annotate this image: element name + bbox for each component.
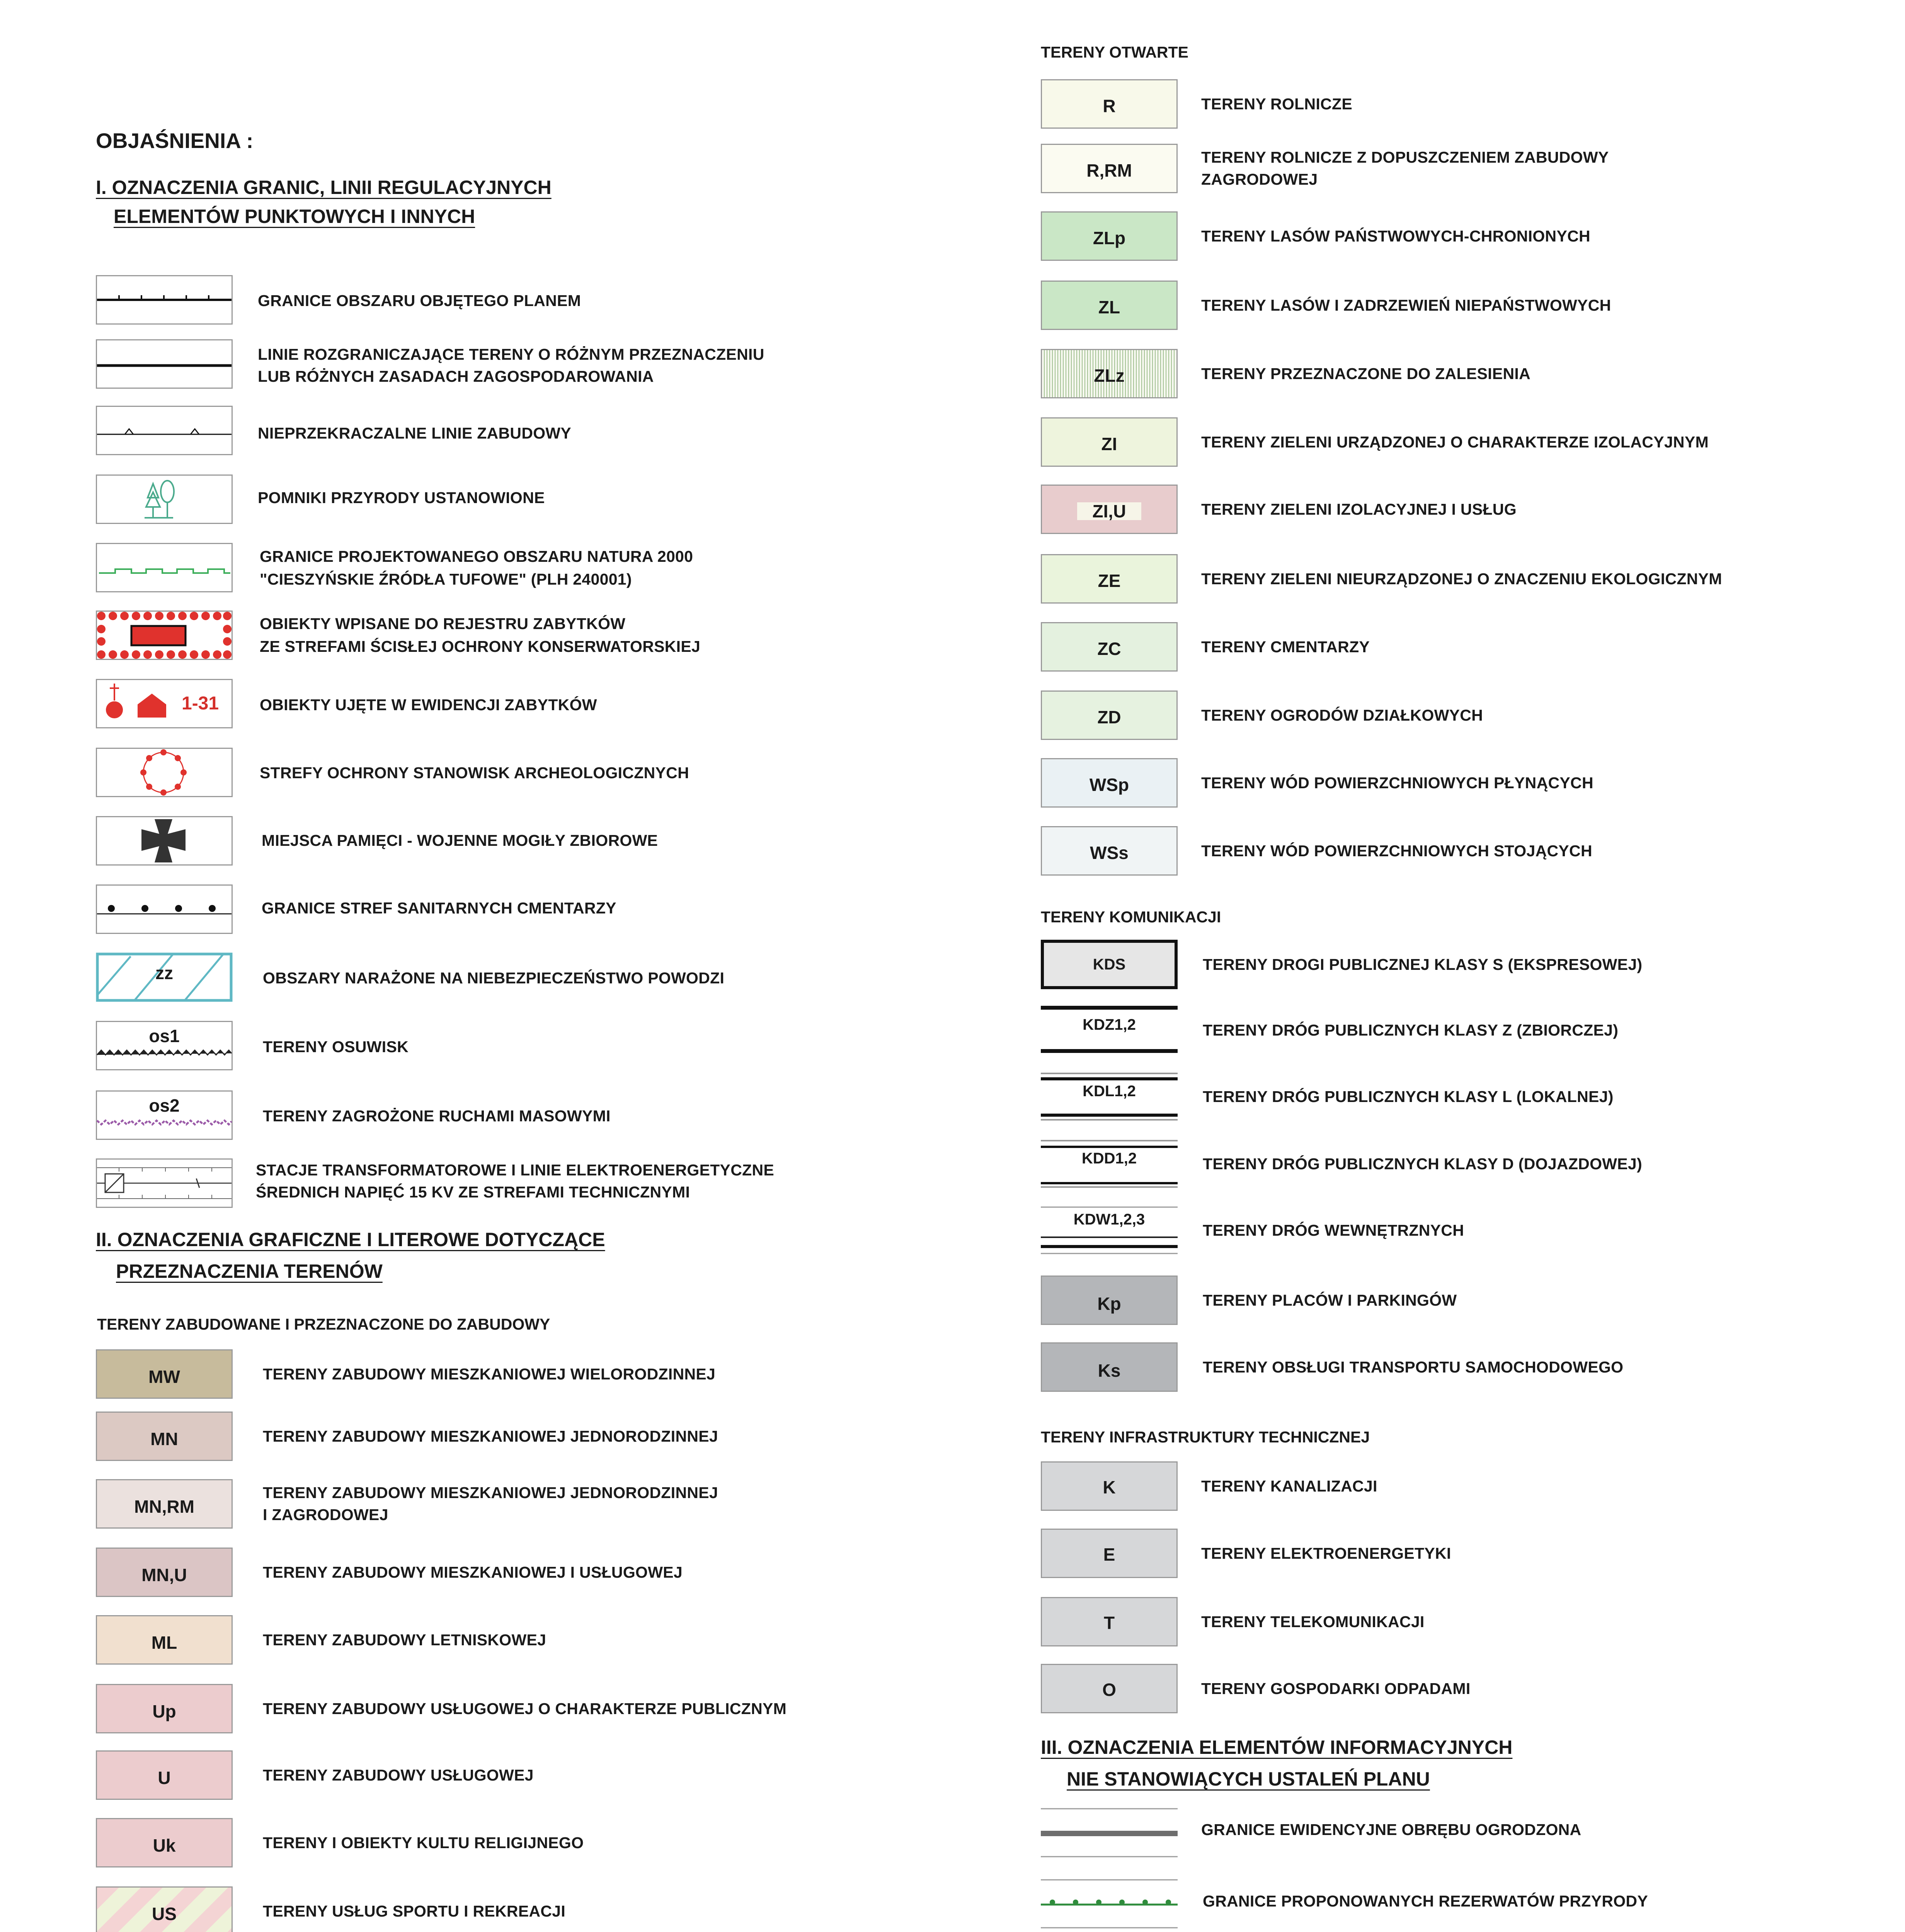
legend-swatch-zlz xyxy=(1041,349,1178,398)
legend-code: Uk xyxy=(153,1835,176,1855)
legend-swatch-zl xyxy=(1041,281,1178,330)
legend-swatch-us xyxy=(96,1886,233,1932)
building-line-label: NIEPRZEKRACZALNE LINIE ZABUDOWY xyxy=(258,424,572,442)
legend-swatch-mn-rm xyxy=(96,1479,233,1529)
legend-code: ZI,U xyxy=(1077,502,1142,520)
legend-label-zi: TERENY ZIELENI URZĄDZONEJ O CHARAKTERZE IZOLACYJNYM xyxy=(1201,433,1709,451)
natura-2000-label-2: "CIESZYŃSKIE ŹRÓDŁA TUFOWE" (PLH 240001) xyxy=(260,570,632,588)
legend-code: US xyxy=(152,1904,177,1924)
legend-swatch-e xyxy=(1041,1529,1178,1578)
legend-swatch-r-rm xyxy=(1041,144,1178,193)
legend-swatch-mw xyxy=(96,1349,233,1399)
legend-label-r: TERENY ROLNICZE xyxy=(1201,95,1352,113)
legend-code: U xyxy=(158,1768,171,1788)
building-line-symbol xyxy=(96,406,233,455)
legend-swatch-zi-u xyxy=(1041,485,1178,534)
legend-code: ZD xyxy=(1097,707,1121,727)
demarcation-line-symbol xyxy=(96,339,233,389)
war-grave-symbol xyxy=(96,816,233,866)
legend-code: WSp xyxy=(1089,775,1129,795)
legend-label-us: TERENY USŁUG SPORTU I REKREACJI xyxy=(263,1902,566,1920)
legend-swatch-mn-u xyxy=(96,1548,233,1597)
legend-swatch-mn xyxy=(96,1412,233,1461)
legend-swatch-u xyxy=(96,1750,233,1800)
legend-code: ZI xyxy=(1101,434,1117,454)
legend-label-zi-u: TERENY ZIELENI IZOLACYJNEJ I USŁUG xyxy=(1201,500,1517,518)
reserve-boundary-symbol xyxy=(1041,1879,1178,1929)
legend-label-r-rm-1: TERENY ROLNICZE Z DOPUSZCZENIEM ZABUDOWY xyxy=(1201,148,1609,166)
legend-code: T xyxy=(1103,1613,1115,1633)
legend-swatch-ml xyxy=(96,1615,233,1665)
legend-label-zd: TERENY OGRODÓW DZIAŁKOWYCH xyxy=(1201,706,1483,724)
legend-label-ks: TERENY OBSŁUGI TRANSPORTU SAMOCHODOWEGO xyxy=(1203,1358,1624,1376)
legend-swatch-kp xyxy=(1041,1276,1178,1325)
legend-code: ZLp xyxy=(1093,228,1126,248)
natura-2000-boundary-symbol xyxy=(96,543,233,592)
legend-swatch-t xyxy=(1041,1597,1178,1646)
legend-label-u: TERENY ZABUDOWY USŁUGOWEJ xyxy=(263,1766,534,1784)
registered-monument-label-2: ZE STREFAMI ŚCISŁEJ OCHRONY KONSERWATORSKIEJ xyxy=(260,638,701,655)
legend-swatch-wsp xyxy=(1041,758,1178,808)
section-1-heading-line-2: ELEMENTÓW PUNKTOWYCH I INNYCH xyxy=(114,206,475,227)
legend-label-zc: TERENY CMENTARZY xyxy=(1201,638,1370,656)
legend-label-wsp: TERENY WÓD POWIERZCHNIOWYCH PŁYNĄCYCH xyxy=(1201,774,1593,792)
legend-label-up: TERENY ZABUDOWY USŁUGOWEJ O CHARAKTERZE PUBLICZNYM xyxy=(263,1699,787,1718)
legend-label-mn: TERENY ZABUDOWY MIESZKANIOWEJ JEDNORODZINNEJ xyxy=(263,1427,718,1445)
plan-boundary-label: GRANICE OBSZARU OBJĘTEGO PLANEM xyxy=(258,292,581,310)
legend-code: KDD1,2 xyxy=(1081,1150,1137,1167)
legend-label-mn-rm-2: I ZAGRODOWEJ xyxy=(263,1506,388,1524)
cemetery-sanitary-label: GRANICE STREF SANITARNYCH CMENTARZY xyxy=(262,899,616,917)
legend-swatch-o xyxy=(1041,1664,1178,1713)
legend-swatch-uk xyxy=(96,1818,233,1867)
legend-label-mn-u: TERENY ZABUDOWY MIESZKANIOWEJ I USŁUGOWEJ xyxy=(263,1563,683,1581)
infrastructure-heading: TERENY INFRASTRUKTURY TECHNICZNEJ xyxy=(1041,1428,1370,1446)
legend-swatch-ze xyxy=(1041,554,1178,604)
legend-label-kdl1-2: TERENY DRÓG PUBLICZNYCH KLASY L (LOKALNEJ) xyxy=(1203,1087,1614,1105)
legend-swatch-zc xyxy=(1041,622,1178,672)
legend-code: K xyxy=(1103,1477,1116,1497)
nature-monument-symbol xyxy=(96,474,233,524)
legend-label-kds: TERENY DROGI PUBLICZNEJ KLASY S (EKSPRESOWEJ) xyxy=(1203,955,1643,973)
legend-swatch-zd xyxy=(1041,690,1178,740)
flood-zone-symbol xyxy=(96,952,233,1002)
legend-code: MW xyxy=(148,1367,180,1387)
natura-2000-label-1: GRANICE PROJEKTOWANEGO OBSZARU NATURA 2000 xyxy=(260,548,693,565)
legend-label-zl: TERENY LASÓW I ZADRZEWIEŃ NIEPAŃSTWOWYCH xyxy=(1201,296,1611,314)
legend-code: Ks xyxy=(1098,1361,1121,1381)
section-1-heading-line-1: I. OZNACZENIA GRANIC, LINII REGULACYJNYCH xyxy=(96,177,552,198)
legend-code: Kp xyxy=(1097,1294,1121,1314)
legend-label-k: TERENY KANALIZACJI xyxy=(1201,1477,1377,1495)
flood-zone-label: OBSZARY NARAŻONE NA NIEBEZPIECZEŃSTWO POWODZI xyxy=(263,969,725,987)
legend-code: KDS xyxy=(1093,956,1126,973)
legend-code: MN,U xyxy=(141,1565,187,1585)
legend-swatch-r xyxy=(1041,79,1178,129)
legend-code: ZC xyxy=(1097,639,1121,659)
legend-code: O xyxy=(1102,1680,1116,1700)
registered-monument-symbol xyxy=(96,611,233,660)
registered-monument-label-1: OBIEKTY WPISANE DO REJESTRU ZABYTKÓW xyxy=(260,615,626,633)
legend-label-kdd1-2: TERENY DRÓG PUBLICZNYCH KLASY D (DOJAZDOWEJ) xyxy=(1203,1155,1642,1173)
legend-code: ML xyxy=(151,1633,177,1653)
legend-code: KDL1,2 xyxy=(1083,1083,1136,1100)
legend-swatch-kds xyxy=(1041,940,1178,989)
legend-label-t: TERENY TELEKOMUNIKACJI xyxy=(1201,1612,1425,1631)
legend-swatch-k xyxy=(1041,1461,1178,1511)
recorded-monument-label: OBIEKTY UJĘTE W EWIDENCJI ZABYTKÓW xyxy=(260,696,597,714)
legend-label-o: TERENY GOSPODARKI ODPADAMI xyxy=(1201,1679,1471,1697)
legend-code: MN,RM xyxy=(134,1497,194,1517)
reserve-boundary-label: GRANICE PROPONOWANYCH REZERWATÓW PRZYRODY xyxy=(1203,1892,1648,1910)
legend-label-mn-rm-1: TERENY ZABUDOWY MIESZKANIOWEJ JEDNORODZINNEJ xyxy=(263,1484,718,1502)
legend-label-ml: TERENY ZABUDOWY LETNISKOWEJ xyxy=(263,1631,546,1649)
legend-code: ZL xyxy=(1098,297,1120,317)
legend-swatch-kdw1-2-3 xyxy=(1041,1206,1178,1255)
legend-label-ze: TERENY ZIELENI NIEURZĄDZONEJ O ZNACZENIU EKOLOGICZNYM xyxy=(1201,570,1722,588)
legend-swatch-kdl1-2 xyxy=(1041,1072,1178,1121)
nature-monument-label: POMNIKI PRZYRODY USTANOWIONE xyxy=(258,489,545,507)
mass-movement-symbol xyxy=(96,1090,233,1140)
legend-swatch-zi xyxy=(1041,417,1178,467)
power-line-symbol xyxy=(96,1158,233,1208)
section-2-heading-line-2: PRZEZNACZENIA TERENÓW xyxy=(116,1260,383,1282)
legend-label-kdw1-2-3: TERENY DRÓG WEWNĘTRZNYCH xyxy=(1203,1221,1464,1239)
page-title: OBJAŚNIENIA : xyxy=(96,129,254,153)
cemetery-sanitary-symbol xyxy=(96,884,233,934)
legend-label-zlz: TERENY PRZEZNACZONE DO ZALESIENIA xyxy=(1201,364,1530,383)
legend-swatch-wss xyxy=(1041,826,1178,876)
legend-swatch-kdz1-2 xyxy=(1041,1005,1178,1055)
cadastral-boundary-symbol xyxy=(1041,1808,1178,1857)
power-line-label-2: ŚREDNICH NAPIĘĆ 15 KV ZE STREFAMI TECHNICZNYMI xyxy=(256,1183,690,1201)
legend-code: Up xyxy=(152,1701,176,1721)
war-grave-label: MIEJSCA PAMIĘCI - WOJENNE MOGIŁY ZBIOROWE xyxy=(262,832,658,849)
legend-code: ZE xyxy=(1098,571,1121,591)
power-line-label-1: STACJE TRANSFORMATOROWE I LINIE ELEKTROENERGETYCZNE xyxy=(256,1161,775,1179)
landslide-symbol xyxy=(96,1021,233,1070)
landslide-label: TERENY OSUWISK xyxy=(263,1038,409,1056)
legend-label-kp: TERENY PLACÓW I PARKINGÓW xyxy=(1203,1291,1457,1309)
archaeological-zone-label: STREFY OCHRONY STANOWISK ARCHEOLOGICZNYCH xyxy=(260,764,689,782)
legend-label-wss: TERENY WÓD POWIERZCHNIOWYCH STOJĄCYCH xyxy=(1201,842,1592,860)
recorded-monument-symbol xyxy=(96,679,233,728)
legend-code: R xyxy=(1103,96,1116,116)
legend-label-zlp: TERENY LASÓW PAŃSTWOWYCH-CHRONIONYCH xyxy=(1201,227,1590,245)
open-areas-heading: TERENY OTWARTE xyxy=(1041,43,1188,61)
legend-swatch-up xyxy=(96,1684,233,1733)
legend-label-e: TERENY ELEKTROENERGETYKI xyxy=(1201,1544,1451,1562)
legend-swatch-zlp xyxy=(1041,211,1178,261)
legend-code: ZLz xyxy=(1094,366,1125,386)
legend-label-r-rm-2: ZAGRODOWEJ xyxy=(1201,170,1318,188)
recorded-monument-code: 1-31 xyxy=(182,693,219,714)
legend-code: MN xyxy=(150,1429,178,1449)
legend-code: KDW1,2,3 xyxy=(1073,1211,1145,1228)
archaeological-zone-symbol xyxy=(96,748,233,797)
legend-label-mw: TERENY ZABUDOWY MIESZKANIOWEJ WIELORODZINNEJ xyxy=(263,1365,716,1383)
demarcation-line-label-1: LINIE ROZGRANICZAJĄCE TERENY O RÓŻNYM PRZEZNACZENIU xyxy=(258,345,764,363)
legend-code: E xyxy=(1103,1544,1115,1565)
legend-label-kdz1-2: TERENY DRÓG PUBLICZNYCH KLASY Z (ZBIORCZEJ) xyxy=(1203,1021,1619,1039)
landslide-code: os1 xyxy=(149,1026,180,1046)
section-2-heading-line-1: II. OZNACZENIA GRAFICZNE I LITEROWE DOTYCZĄCE xyxy=(96,1229,605,1250)
cadastral-boundary-label: GRANICE EWIDENCYJNE OBRĘBU OGRODZONA xyxy=(1201,1821,1582,1838)
demarcation-line-label-2: LUB RÓŻNYCH ZASADACH ZAGOSPODAROWANIA xyxy=(258,367,654,385)
legend-code: R,RM xyxy=(1086,160,1132,180)
legend-code: WSs xyxy=(1090,843,1129,863)
mass-movement-label: TERENY ZAGROŻONE RUCHAMI MASOWYMI xyxy=(263,1107,611,1125)
flood-zone-code: zz xyxy=(155,963,173,983)
legend-swatch-kdd1-2 xyxy=(1041,1139,1178,1189)
section-3-heading-line-1: III. OZNACZENIA ELEMENTÓW INFORMACYJNYCH xyxy=(1041,1736,1513,1758)
plan-boundary-symbol xyxy=(96,275,233,325)
mass-movement-code: os2 xyxy=(149,1095,180,1116)
section-3-heading-line-2: NIE STANOWIĄCYCH USTALEŃ PLANU xyxy=(1067,1768,1430,1790)
legend-label-uk: TERENY I OBIEKTY KULTU RELIGIJNEGO xyxy=(263,1833,584,1852)
legend-code: KDZ1,2 xyxy=(1083,1016,1136,1033)
legend-swatch-ks xyxy=(1041,1342,1178,1392)
built-up-heading: TERENY ZABUDOWANE I PRZEZNACZONE DO ZABUDOWY xyxy=(97,1315,550,1333)
transport-heading: TERENY KOMUNIKACJI xyxy=(1041,908,1221,926)
